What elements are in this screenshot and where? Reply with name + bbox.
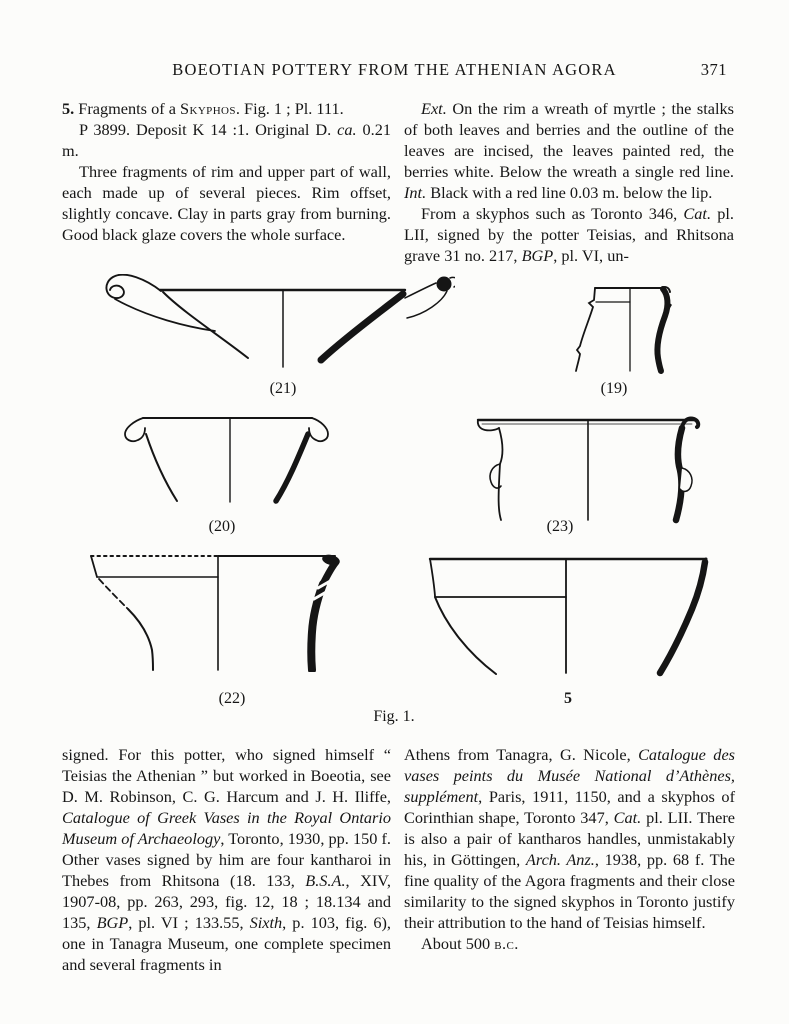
column-bottom-right: [404, 744, 735, 954]
drawing-cup-20: [120, 412, 330, 522]
dating-line: About 500 b.c.: [421, 934, 519, 953]
page-number: 371: [700, 60, 727, 79]
column-top-right: [404, 98, 734, 266]
description-paragraph: Three fragments of rim and upper part of wall, each made up of several pieces. Rim offset, slightly concave. Clay in parts gray from burning. Good black glaze covers the whole surface.: [62, 162, 391, 244]
drawing-vase-19: [553, 272, 693, 382]
attribution-paragraph: Athens from Tanagra, G. Nicole, Catalogue des vases peints du Musée National d’Athènes, supplément, Paris, 1911, 1150, and a skyphos of Corinthian shape, Toronto 347, Cat. pl. LII. There is also a pair of kantharos handles, unmistakably his, in Göttingen, Arch. Anz., 1938, pp. 68 f. The fine quality of the Agora fragments and their close similarity to the signed skyphos in Toronto justify their attribution to the hand of Teisias himself.: [404, 745, 736, 932]
figure-label-19: (19): [600, 380, 628, 397]
figure-label-22: (22): [218, 690, 246, 707]
figure-label-23: (23): [546, 518, 574, 535]
column-top-left: [62, 98, 391, 245]
drawing-fragment-5: [420, 553, 710, 683]
column-bottom-left: [62, 744, 391, 975]
drawing-vessel-23: [470, 408, 705, 533]
figure-label-20: (20): [208, 518, 236, 535]
entry-heading: 5. Fragments of a Skyphos. Fig. 1 ; Pl. 111.: [62, 99, 344, 118]
figure-label-21: (21): [269, 380, 297, 397]
catalogue-line: P 3899. Deposit K 14 :1. Original D. ca. 0.21 m.: [62, 120, 392, 160]
comparison-paragraph: From a skyphos such as Toronto 346, Cat. pl. LII, signed by the potter Teisias, and Rhitsona grave 31 no. 217, BGP, pl. VI, un-: [404, 204, 734, 265]
figure-caption: Fig. 1.: [373, 708, 415, 725]
figure-label-5: 5: [564, 690, 572, 707]
drawing-fragment-22: [85, 552, 350, 677]
drawing-skyphos-21: [95, 274, 455, 384]
page-title: BOEOTIAN POTTERY FROM THE ATHENIAN AGORA: [172, 60, 617, 79]
exterior-paragraph: Ext. On the rim a wreath of myrtle ; the stalks of both leaves and berries and the outline of the leaves are incised, the leaves painted red, the berries white. Below the wreath a single red line. Int. Black with a red line 0.03 m. below the lip.: [404, 99, 734, 202]
continuation-paragraph: signed. For this potter, who signed himself “ Teisias the Athenian ” but worked in Boeotia, see D. M. Robinson, C. G. Harcum and J. H. Iliffe, Catalogue of Greek Vases in the Royal Ontario Museum of Archaeology, Toronto, 1930, pp. 150 f. Other vases signed by him are four kantharoi in Thebes from Rhitsona (18. 133, B.S.A., XIV, 1907-08, pp. 263, 293, fig. 12, 18 ; 18.134 and 135, BGP, pl. VI ; 133.55, Sixth, p. 103, fig. 6), one in Tanagra Museum, one complete specimen and several fragments in: [62, 745, 391, 974]
